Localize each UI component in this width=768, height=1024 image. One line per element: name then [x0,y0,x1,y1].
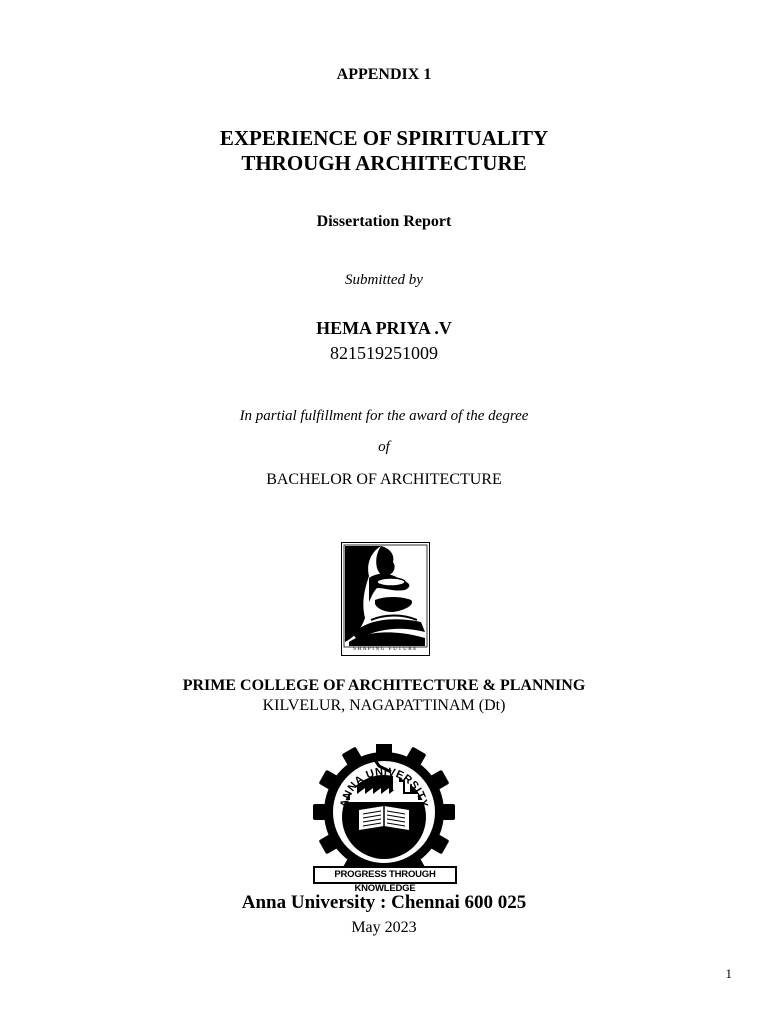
university-motto: PROGRESS THROUGH KNOWLEDGE [313,866,457,884]
author-name: HEMA PRIYA .V [316,318,452,338]
degree-name: BACHELOR OF ARCHITECTURE [266,471,502,488]
title-line-1: EXPERIENCE OF SPIRITUALITY [219,126,549,150]
of-label: of [378,439,390,455]
svg-text:ANNA UNIVERSITY: ANNA UNIVERSITY [338,765,430,809]
fulfillment-statement: In partial fulfillment for the award of the degree [239,408,529,424]
title-line-2: THROUGH ARCHITECTURE [241,151,527,175]
submission-date: May 2023 [351,919,417,936]
college-name: PRIME COLLEGE OF ARCHITECTURE & PLANNING [182,677,586,694]
college-logo-tagline: SHAPING FUTURE [353,647,418,652]
university-name: Anna University : Chennai 600 025 [241,892,527,913]
submitted-by-label: Submitted by [345,272,423,288]
college-emblem-icon [341,542,430,656]
college-location: KILVELUR, NAGAPATTINAM (Dt) [262,697,506,714]
report-type: Dissertation Report [316,213,452,230]
appendix-label: APPENDIX 1 [336,66,432,83]
register-number: 821519251009 [330,343,438,363]
anna-university-emblem-icon [309,744,459,886]
page-number: 1 [725,966,732,981]
